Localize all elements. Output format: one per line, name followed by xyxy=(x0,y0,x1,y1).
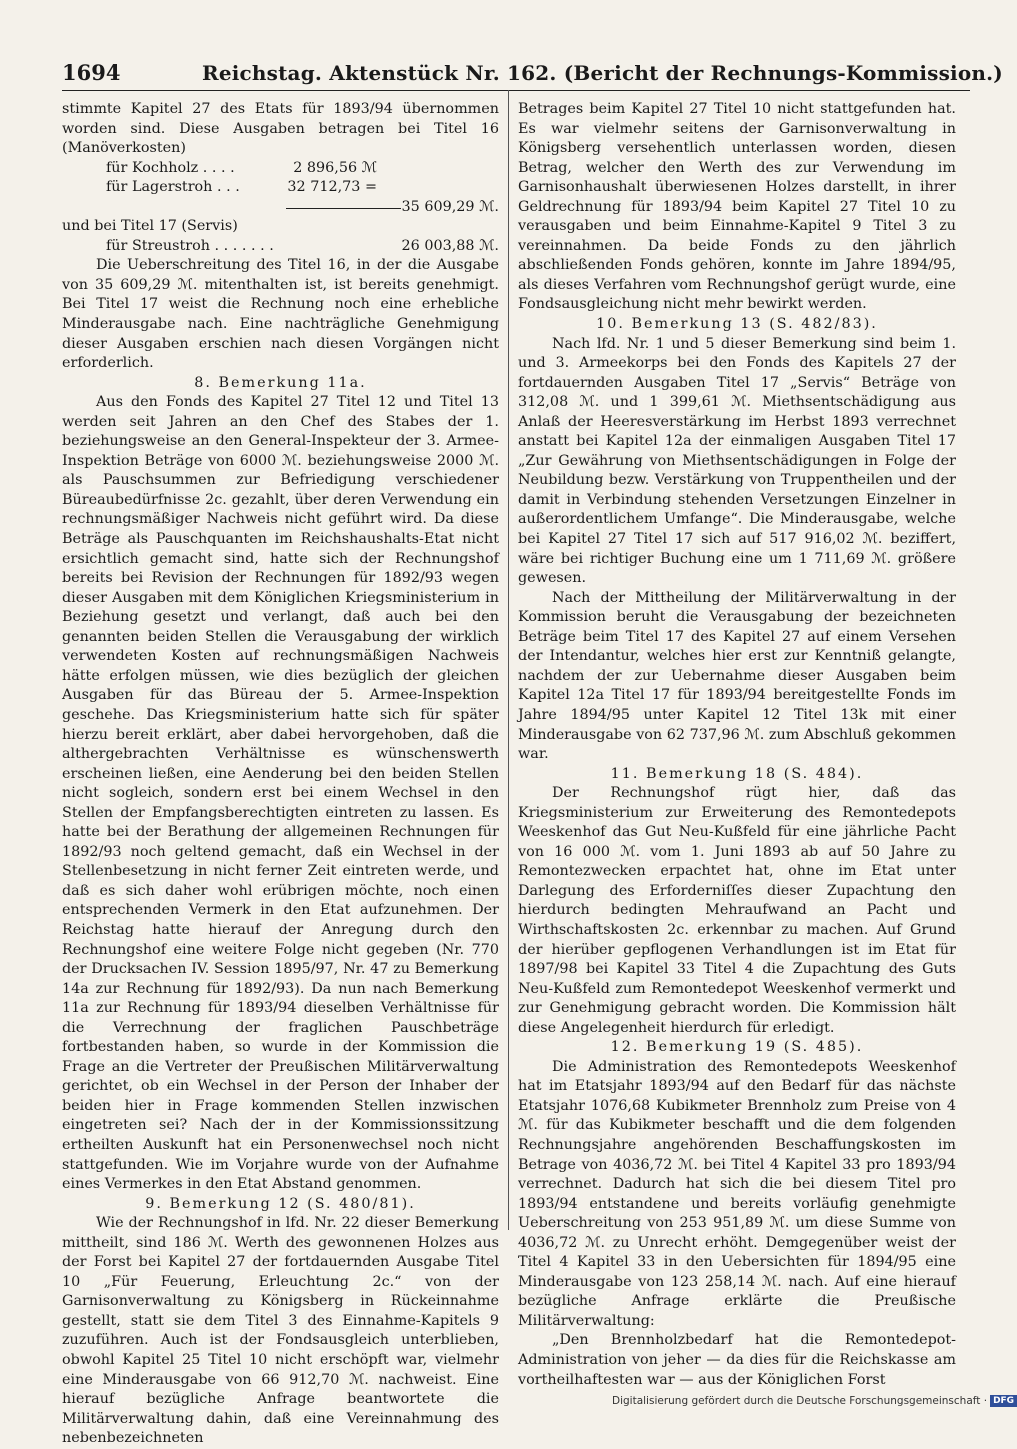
section-heading: 9. Bemerkung 12 (S. 480/81). xyxy=(145,1195,416,1212)
row-total: 26 003,88 ℳ. xyxy=(401,237,499,254)
row-total: 35 609,29 ℳ. xyxy=(401,198,499,215)
row-amount: 2 896,56 ℳ xyxy=(293,159,377,176)
footer-credit xyxy=(612,1395,1017,1407)
amount-row xyxy=(62,178,499,198)
sum-row xyxy=(62,198,499,218)
page-number: 1694 xyxy=(62,60,121,85)
footer-text: Digitalisierung gefördert durch die Deutsche Forschungsgemeinschaft · xyxy=(612,1395,988,1407)
paragraph: Wie der Rechnungshof in lfd. Nr. 22 dieser Bemerkung mittheilt, sind 186 ℳ. Werth des gewonnenen Holzes aus der Forst bei Kapitel 27 der fortdauernden Ausgabe Titel 10 „Für Feuerung, Erleuchtung 2c.“ von der Garnisonverwaltung zu Königsberg in Rückeinnahme gestellt, statt sie dem Titel 3 des Einnahme-Kapitels 9 zuzuführen. Auch ist der Fondsausgleich unterblieben, obwohl Kapitel 25 Titel 10 nicht erschöpft war, vielmehr eine Minderausgabe von 66 912,70 ℳ. nachweist. Eine hierauf bezügliche Anfrage beantwortete die Militärverwaltung dahin, daß eine Vereinnahmung des nebenbezeichneten xyxy=(62,1215,499,1447)
paragraph: Aus den Fonds des Kapitel 27 Titel 12 und Titel 13 werden seit Jahren an den Chef des Stabes der 1. beziehungsweise an den General-Inspekteur der 3. Armee-Inspektion Beträge von 6000 ℳ. beziehungsweise 2000 ℳ. als Pauschsummen zur Befriedigung verschiedener Büreaubedürfnisse 2c. gezahlt, über deren Verwendung ein rechnungsmäßiger Nachweis nicht geführt wird. Da diese Beträge als Pauschquanten im Reichshaushalts-Etat nicht ersichtlich gemacht sind, hatte sich der Rechnungshof bereits bei Revision der Rechnungen für 1892/93 wegen dieser Ausgaben mit dem Königlichen Kriegsministerium in Beziehung gesetzt und verlangt, daß auch bei den genannten beiden Stellen die Verausgabung der wirklich verwendeten Kosten auf rechnungsmäßigen Nachweis hätte erfolgen müssen, wie dies bezüglich der gleichen Ausgaben für das Büreau der 5. Armee-Inspektion geschehe. Das Kriegsministerium hatte sich für später hierzu bereit erklärt, aber dabei hervorgehoben, daß die althergebrachten Verhältnisse es wünschenswerth erscheinen ließen, eine Aenderung bei den beiden Stellen nicht sogleich, sondern erst bei einem Wechsel in den Stellen der Empfangsberechtigten eintreten zu lassen. Es hatte bei der Berathung der allgemeinen Rechnungen für 1892/93 noch geltend gemacht, daß ein Wechsel in der Stellenbesetzung in nicht ferner Zeit eintreten werde, und daß es sich daher wohl erübrigen möchte, noch einen entsprechenden Vermerk in den Etat aufzunehmen. Der Reichstag hatte hierauf der Anregung durch den Rechnungshof eine weitere Folge nicht gegeben (Nr. 770 der Drucksachen IV. Session 1895/97, Nr. 47 zu Bemerkung 14a zur Rechnung für 1892/93). Da nun nach Bemerkung 11a zur Rechnung für 1893/94 dieselben Verhältnisse für die Verrechnung der fraglichen Pauschbeträge fortbestanden haben, so wurde in der Kommission die Frage an die Vertreter der Preußischen Militärverwaltung gerichtet, ob ein Wechsel in der Person der Inhaber der beiden hier in Frage kommenden Stellen inzwischen eingetreten sei? Nach der in der Kommissionssitzung ertheilten Auskunft hat ein Personenwechsel noch nicht stattgefunden. Wie im Vorjahre wurde von der Aufnahme eines Vermerkes in den Etat Abstand genommen. xyxy=(62,394,499,1193)
paragraph: Die Ueberschreitung des Titel 16, in der die Ausgabe von 35 609,29 ℳ. mitenthalten ist, ist bereits genehmigt. Bei Titel 17 weist die Rechnung noch eine erhebliche Minderausgabe nach. Eine nachträgliche Genehmigung dieser Ausgaben erschien nach diesen Vorgängen nicht erforderlich. xyxy=(62,257,499,372)
paragraph: Betrages beim Kapitel 27 Titel 10 nicht stattgefunden hat. Es war vielmehr seitens der Garnisonverwaltung in Königsberg versehentlich unterlassen worden, diesen Betrag, welcher den Werth des zur Verwendung im Garnisonhaushalt überwiesenen Holzes darstellt, in ihrer Geldrechnung für 1893/94 beim Kapitel 27 Titel 10 zu verausgaben und beim Einnahme-Kapitel 9 Titel 3 zu vereinnahmen. Da beide Fonds zu den jährlich abschließenden Fonds gehören, konnte im Jahre 1894/95, als dieses Verfahren vom Rechnungshof gerügt wurde, eine Fondsausgleichung nicht mehr bewirkt werden. xyxy=(518,101,956,313)
section-heading: 11. Bemerkung 18 (S. 484). xyxy=(610,765,864,782)
page-header xyxy=(62,58,1003,91)
paragraph: stimmte Kapitel 27 des Etats für 1893/94 übernommen worden sind. Diese Ausgaben betragen bei Titel 16 (Manöverkosten) xyxy=(62,101,499,157)
row-amount: 32 712,73 = xyxy=(287,179,377,196)
amount-row xyxy=(62,159,499,179)
section-heading: 8. Bemerkung 11a. xyxy=(194,374,367,391)
paragraph: Nach der Mittheilung der Militärverwaltung in der Kommission beruht die Verausgabung der bezeichneten Beträge beim Titel 17 des Kapitel 27 auf einem Versehen der Intendantur, welches hier erst zur Kenntniß gelangte, nachdem der zur Uebernahme dieser Ausgaben beim Kapitel 12a Titel 17 für 1893/94 bereitgestellte Fonds im Jahre 1894/95 unter Kapitel 12 Titel 13k mit einer Minderausgabe von 62 737,96 ℳ. zum Abschluß gekommen war. xyxy=(518,589,956,763)
section-heading: 10. Bemerkung 13 (S. 482/83). xyxy=(596,316,878,333)
row-label: für Kochholz . . . . xyxy=(106,159,235,176)
row-label: für Streustroh . . . . . . . xyxy=(106,237,274,254)
dfg-logo: DFG xyxy=(990,1395,1017,1407)
text-row xyxy=(62,217,499,237)
row-text: und bei Titel 17 (Servis) xyxy=(62,218,238,235)
amount-row xyxy=(62,237,499,257)
quotation: „Den Brennholzbedarf hat die Remontedepot-Administration von jeher — da dies für die Reichskasse am vortheilhaftesten war — aus der Königlichen Forst xyxy=(518,1332,956,1388)
sum-rule xyxy=(286,208,401,209)
right-column xyxy=(518,100,956,1390)
section-heading: 12. Bemerkung 19 (S. 485). xyxy=(610,1039,864,1056)
column-divider xyxy=(508,90,509,1230)
left-column xyxy=(62,100,499,1449)
row-label: für Lagerstroh . . . xyxy=(106,179,240,196)
paragraph: Nach lfd. Nr. 1 und 5 dieser Bemerkung sind beim 1. und 3. Armeekorps bei den Fonds des Kapitels 27 der fortdauernden Ausgaben Titel 17 „Servis“ Beträge von 312,08 ℳ. und 1 399,61 ℳ. Miethsentschädigung aus Anlaß der Heeresverstärkung im Herbst 1893 verrechnet anstatt bei Kapitel 12a der einmaligen Ausgaben Titel 17 „Zur Gewährung von Miethsentschädigungen in Folge der Neubildung bezw. Verstärkung von Truppentheilen und der damit in Verbindung stehenden Versetzungen Einzelner in außerordentlichem Umfange“. Die Minderausgabe, welche bei Kapitel 27 Titel 17 sich auf 517 916,02 ℳ. beziffert, wäre bei richtiger Buchung eine um 1 711,69 ℳ. größere gewesen. xyxy=(518,335,956,587)
running-title: Reichstag. Aktenstück Nr. 162. (Bericht der Rechnungs-Kommission.) xyxy=(202,61,1003,85)
paragraph: Die Administration des Remontedepots Weeskenhof hat im Etatsjahr 1893/94 auf den Bedarf für das nächste Etatsjahr 1076,68 Kubikmeter Brennholz zum Preise von 4 ℳ. für das Kubikmeter beschafft und die dem folgenden Rechnungsjahre angehörenden Beschaffungskosten im Betrage von 4036,72 ℳ. bei Titel 4 Kapitel 33 pro 1893/94 verrechnet. Dadurch hat sich die bei diesem Titel pro 1893/94 entstandene und bereits vorläufig genehmigte Ueberschreitung von 253 951,89 ℳ. um diese Summe von 4036,72 ℳ. zu Unrecht erhöht. Demgegenüber weist der Titel 4 Kapitel 33 in den Uebersichten für 1894/95 eine Minderausgabe von 123 258,14 ℳ. nach. Auf eine hierauf bezügliche Anfrage erklärte die Preußische Militärverwaltung: xyxy=(518,1058,956,1329)
paragraph: Der Rechnungshof rügt hier, daß das Kriegsministerium zur Erweiterung des Remontedepots Weeskenhof das Gut Neu-Kußfeld für eine jährliche Pacht von 16 000 ℳ. vom 1. Juni 1893 ab auf 50 Jahre zu Remontezwecken erpachtet hat, ohne im Etat unter Darlegung des Erforderniſſes dieser Zupachtung den hierdurch bedingten Mehraufwand an Pacht und Wirthschaftskosten 2c. erkennbar zu machen. Auf Grund der hierüber gepflogenen Verhandlungen ist im Etat für 1897/98 bei Kapitel 33 Titel 4 die Zupachtung des Guts Neu-Kußfeld zum Remontedepot Weeskenhof vermerkt und zur Genehmigung gebracht worden. Die Kommission hält diese Angelegenheit hierdurch für erledigt. xyxy=(518,785,956,1036)
